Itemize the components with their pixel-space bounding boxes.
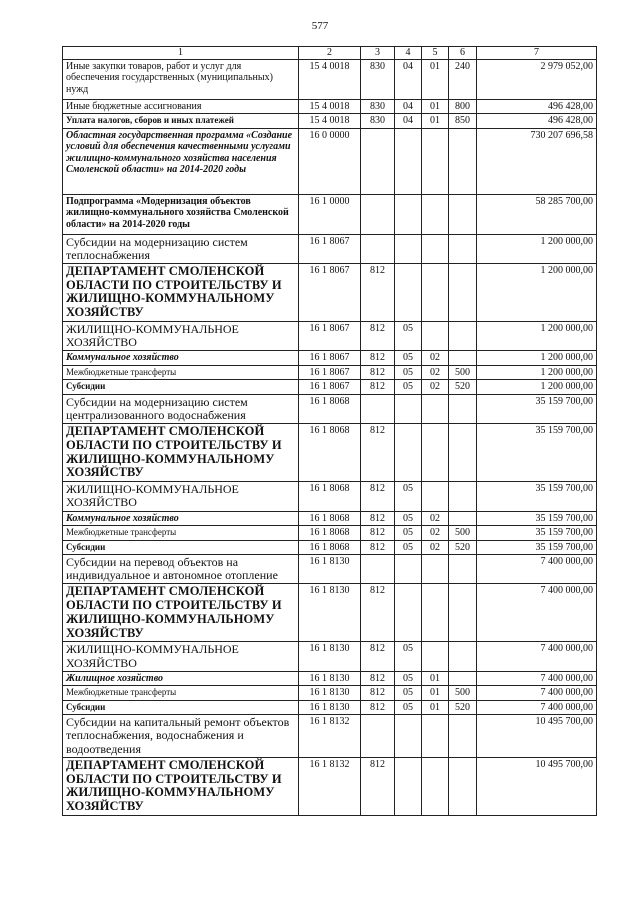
row-code: 16 1 8068 bbox=[299, 540, 361, 555]
row-rz: 05 bbox=[395, 482, 422, 511]
row-ved: 812 bbox=[361, 511, 395, 526]
row-pr: 01 bbox=[422, 59, 449, 99]
header-col-5: 5 bbox=[422, 47, 449, 60]
row-rz bbox=[395, 584, 422, 642]
row-pr bbox=[422, 555, 449, 584]
row-amount: 10 495 700,00 bbox=[477, 715, 597, 758]
row-name: Субсидии на модернизацию систем централизованного водоснабжения bbox=[63, 394, 299, 423]
row-ved: 812 bbox=[361, 686, 395, 701]
row-ved: 812 bbox=[361, 584, 395, 642]
row-rz: 05 bbox=[395, 351, 422, 366]
row-ved: 812 bbox=[361, 482, 395, 511]
row-ved: 812 bbox=[361, 671, 395, 686]
table-row bbox=[63, 642, 597, 671]
row-name: Субсидии bbox=[63, 700, 299, 715]
row-rz: 04 bbox=[395, 114, 422, 129]
row-rz: 05 bbox=[395, 671, 422, 686]
row-code: 16 1 8068 bbox=[299, 511, 361, 526]
row-rz: 05 bbox=[395, 365, 422, 380]
row-vr: 500 bbox=[449, 365, 477, 380]
row-pr: 02 bbox=[422, 540, 449, 555]
table-row bbox=[63, 99, 597, 114]
row-pr bbox=[422, 394, 449, 423]
table-row bbox=[63, 671, 597, 686]
table-row bbox=[63, 555, 597, 584]
row-ved bbox=[361, 715, 395, 758]
row-amount: 7 400 000,00 bbox=[477, 700, 597, 715]
row-rz: 05 bbox=[395, 321, 422, 350]
header-col-4: 4 bbox=[395, 47, 422, 60]
row-pr bbox=[422, 482, 449, 511]
row-code: 16 1 8130 bbox=[299, 671, 361, 686]
table-row bbox=[63, 540, 597, 555]
row-name: Межбюджетные трансферты bbox=[63, 526, 299, 541]
row-name: ДЕПАРТАМЕНТ СМОЛЕНСКОЙ ОБЛАСТИ ПО СТРОИТЕЛЬСТВУ И ЖИЛИЩНО-КОММУНАЛЬНОМУ ХОЗЯЙСТВУ bbox=[63, 263, 299, 321]
row-amount: 496 428,00 bbox=[477, 99, 597, 114]
row-code: 15 4 0018 bbox=[299, 59, 361, 99]
row-pr: 01 bbox=[422, 671, 449, 686]
row-vr bbox=[449, 584, 477, 642]
row-name: Субсидии на капитальный ремонт объектов теплоснабжения, водоснабжения и водоотведения bbox=[63, 715, 299, 758]
row-pr: 02 bbox=[422, 351, 449, 366]
row-amount: 730 207 696,58 bbox=[477, 128, 597, 194]
row-pr bbox=[422, 584, 449, 642]
row-pr: 02 bbox=[422, 365, 449, 380]
row-amount: 496 428,00 bbox=[477, 114, 597, 129]
header-col-3: 3 bbox=[361, 47, 395, 60]
row-ved: 830 bbox=[361, 59, 395, 99]
row-name: Межбюджетные трансферты bbox=[63, 365, 299, 380]
table-header-row bbox=[63, 47, 597, 60]
table-row bbox=[63, 424, 597, 482]
row-rz: 05 bbox=[395, 526, 422, 541]
row-ved: 812 bbox=[361, 642, 395, 671]
row-name: Иные бюджетные ассигнования bbox=[63, 99, 299, 114]
budget-table bbox=[62, 46, 597, 816]
row-name: ДЕПАРТАМЕНТ СМОЛЕНСКОЙ ОБЛАСТИ ПО СТРОИТЕЛЬСТВУ И ЖИЛИЩНО-КОММУНАЛЬНОМУ ХОЗЯЙСТВУ bbox=[63, 424, 299, 482]
row-code: 16 1 8067 bbox=[299, 234, 361, 263]
row-rz: 05 bbox=[395, 540, 422, 555]
row-amount: 7 400 000,00 bbox=[477, 584, 597, 642]
row-vr: 500 bbox=[449, 686, 477, 701]
row-pr bbox=[422, 715, 449, 758]
row-name: Коммунальное хозяйство bbox=[63, 511, 299, 526]
row-vr bbox=[449, 263, 477, 321]
row-ved: 812 bbox=[361, 321, 395, 350]
row-vr bbox=[449, 321, 477, 350]
page-number: 577 bbox=[311, 20, 329, 32]
table-row bbox=[63, 686, 597, 701]
row-code: 16 1 8068 bbox=[299, 526, 361, 541]
row-rz bbox=[395, 128, 422, 194]
row-code: 16 1 0000 bbox=[299, 194, 361, 234]
row-code: 16 1 8130 bbox=[299, 584, 361, 642]
row-amount: 7 400 000,00 bbox=[477, 671, 597, 686]
row-amount: 35 159 700,00 bbox=[477, 482, 597, 511]
row-ved: 812 bbox=[361, 351, 395, 366]
row-rz: 05 bbox=[395, 511, 422, 526]
row-ved: 830 bbox=[361, 99, 395, 114]
table-row bbox=[63, 321, 597, 350]
table-row bbox=[63, 114, 597, 129]
table-row bbox=[63, 365, 597, 380]
row-vr: 500 bbox=[449, 526, 477, 541]
row-pr: 01 bbox=[422, 99, 449, 114]
row-rz bbox=[395, 194, 422, 234]
header-col-6: 6 bbox=[449, 47, 477, 60]
row-code: 15 4 0018 bbox=[299, 99, 361, 114]
row-ved bbox=[361, 394, 395, 423]
table-row bbox=[63, 715, 597, 758]
row-amount: 1 200 000,00 bbox=[477, 380, 597, 395]
row-name: ЖИЛИЩНО-КОММУНАЛЬНОЕ ХОЗЯЙСТВО bbox=[63, 642, 299, 671]
row-ved: 812 bbox=[361, 365, 395, 380]
row-pr: 01 bbox=[422, 114, 449, 129]
row-vr bbox=[449, 715, 477, 758]
row-name: Уплата налогов, сборов и иных платежей bbox=[63, 114, 299, 129]
row-pr: 02 bbox=[422, 380, 449, 395]
row-vr bbox=[449, 671, 477, 686]
row-code: 16 1 8067 bbox=[299, 351, 361, 366]
row-rz bbox=[395, 715, 422, 758]
row-code: 16 1 8130 bbox=[299, 555, 361, 584]
row-rz: 05 bbox=[395, 380, 422, 395]
row-amount: 1 200 000,00 bbox=[477, 365, 597, 380]
row-amount: 35 159 700,00 bbox=[477, 540, 597, 555]
row-ved: 812 bbox=[361, 263, 395, 321]
row-rz bbox=[395, 555, 422, 584]
row-ved: 812 bbox=[361, 757, 395, 815]
row-name: ЖИЛИЩНО-КОММУНАЛЬНОЕ ХОЗЯЙСТВО bbox=[63, 482, 299, 511]
row-ved bbox=[361, 194, 395, 234]
row-vr bbox=[449, 234, 477, 263]
row-pr: 01 bbox=[422, 686, 449, 701]
row-name: Иные закупки товаров, работ и услуг для обеспечения государственных (муниципальных) нужд bbox=[63, 59, 299, 99]
row-vr bbox=[449, 642, 477, 671]
row-name: Межбюджетные трансферты bbox=[63, 686, 299, 701]
row-code: 16 0 0000 bbox=[299, 128, 361, 194]
row-vr bbox=[449, 351, 477, 366]
row-pr: 01 bbox=[422, 700, 449, 715]
row-vr bbox=[449, 511, 477, 526]
row-vr: 850 bbox=[449, 114, 477, 129]
row-amount: 7 400 000,00 bbox=[477, 686, 597, 701]
row-pr: 02 bbox=[422, 511, 449, 526]
row-amount: 2 979 052,00 bbox=[477, 59, 597, 99]
row-vr: 520 bbox=[449, 380, 477, 395]
row-ved: 812 bbox=[361, 380, 395, 395]
table-row bbox=[63, 59, 597, 99]
table-row bbox=[63, 584, 597, 642]
row-amount: 10 495 700,00 bbox=[477, 757, 597, 815]
table-row bbox=[63, 380, 597, 395]
row-vr bbox=[449, 394, 477, 423]
row-ved bbox=[361, 555, 395, 584]
row-ved: 812 bbox=[361, 700, 395, 715]
row-name: Субсидии на модернизацию систем теплоснабжения bbox=[63, 234, 299, 263]
row-rz: 04 bbox=[395, 59, 422, 99]
row-code: 15 4 0018 bbox=[299, 114, 361, 129]
row-pr bbox=[422, 234, 449, 263]
row-amount: 35 159 700,00 bbox=[477, 511, 597, 526]
row-vr bbox=[449, 555, 477, 584]
table-row bbox=[63, 263, 597, 321]
table-row bbox=[63, 511, 597, 526]
row-vr bbox=[449, 194, 477, 234]
row-rz bbox=[395, 394, 422, 423]
row-rz bbox=[395, 424, 422, 482]
row-rz: 04 bbox=[395, 99, 422, 114]
row-code: 16 1 8067 bbox=[299, 263, 361, 321]
table-row bbox=[63, 482, 597, 511]
table-row bbox=[63, 700, 597, 715]
row-ved bbox=[361, 128, 395, 194]
row-code: 16 1 8067 bbox=[299, 321, 361, 350]
row-rz: 05 bbox=[395, 700, 422, 715]
row-code: 16 1 8067 bbox=[299, 380, 361, 395]
row-vr: 240 bbox=[449, 59, 477, 99]
row-name: ЖИЛИЩНО-КОММУНАЛЬНОЕ ХОЗЯЙСТВО bbox=[63, 321, 299, 350]
row-name: Субсидии на перевод объектов на индивидуальное и автономное отопление bbox=[63, 555, 299, 584]
row-name: Областная государственная программа «Создание условий для обеспечения качественными услугами жилищно-коммунального хозяйства населения Смоленской области» на 2014-2020 годы bbox=[63, 128, 299, 194]
row-code: 16 1 8132 bbox=[299, 715, 361, 758]
row-amount: 1 200 000,00 bbox=[477, 263, 597, 321]
row-pr bbox=[422, 424, 449, 482]
row-ved: 830 bbox=[361, 114, 395, 129]
row-amount: 1 200 000,00 bbox=[477, 321, 597, 350]
row-code: 16 1 8068 bbox=[299, 394, 361, 423]
table-row bbox=[63, 394, 597, 423]
row-code: 16 1 8068 bbox=[299, 482, 361, 511]
row-pr bbox=[422, 321, 449, 350]
row-ved: 812 bbox=[361, 424, 395, 482]
table-row bbox=[63, 128, 597, 194]
row-ved: 812 bbox=[361, 526, 395, 541]
row-rz bbox=[395, 757, 422, 815]
row-name: Жилищное хозяйство bbox=[63, 671, 299, 686]
row-vr bbox=[449, 482, 477, 511]
row-vr: 520 bbox=[449, 540, 477, 555]
row-name: Субсидии bbox=[63, 540, 299, 555]
row-amount: 58 285 700,00 bbox=[477, 194, 597, 234]
row-pr bbox=[422, 642, 449, 671]
row-vr: 520 bbox=[449, 700, 477, 715]
row-code: 16 1 8130 bbox=[299, 686, 361, 701]
row-name: Подпрограмма «Модернизация объектов жилищно-коммунального хозяйства Смоленской области» на 2014-2020 годы bbox=[63, 194, 299, 234]
row-pr bbox=[422, 194, 449, 234]
row-amount: 35 159 700,00 bbox=[477, 394, 597, 423]
header-col-1: 1 bbox=[63, 47, 299, 60]
row-pr bbox=[422, 263, 449, 321]
row-pr bbox=[422, 128, 449, 194]
header-col-7: 7 bbox=[477, 47, 597, 60]
row-code: 16 1 8132 bbox=[299, 757, 361, 815]
row-name: ДЕПАРТАМЕНТ СМОЛЕНСКОЙ ОБЛАСТИ ПО СТРОИТЕЛЬСТВУ И ЖИЛИЩНО-КОММУНАЛЬНОМУ ХОЗЯЙСТВУ bbox=[63, 584, 299, 642]
table-row bbox=[63, 526, 597, 541]
row-vr bbox=[449, 757, 477, 815]
row-vr: 800 bbox=[449, 99, 477, 114]
row-rz: 05 bbox=[395, 642, 422, 671]
table-row bbox=[63, 234, 597, 263]
row-amount: 1 200 000,00 bbox=[477, 234, 597, 263]
row-amount: 35 159 700,00 bbox=[477, 424, 597, 482]
table-row bbox=[63, 757, 597, 815]
row-amount: 35 159 700,00 bbox=[477, 526, 597, 541]
row-amount: 1 200 000,00 bbox=[477, 351, 597, 366]
row-name: Субсидии bbox=[63, 380, 299, 395]
row-amount: 7 400 000,00 bbox=[477, 555, 597, 584]
row-ved bbox=[361, 234, 395, 263]
row-amount: 7 400 000,00 bbox=[477, 642, 597, 671]
row-code: 16 1 8068 bbox=[299, 424, 361, 482]
row-rz bbox=[395, 263, 422, 321]
row-ved: 812 bbox=[361, 540, 395, 555]
row-rz bbox=[395, 234, 422, 263]
row-name: Коммунальное хозяйство bbox=[63, 351, 299, 366]
header-col-2: 2 bbox=[299, 47, 361, 60]
row-vr bbox=[449, 424, 477, 482]
row-pr: 02 bbox=[422, 526, 449, 541]
row-code: 16 1 8067 bbox=[299, 365, 361, 380]
row-rz: 05 bbox=[395, 686, 422, 701]
row-code: 16 1 8130 bbox=[299, 700, 361, 715]
row-vr bbox=[449, 128, 477, 194]
table-row bbox=[63, 351, 597, 366]
table-row bbox=[63, 194, 597, 234]
row-code: 16 1 8130 bbox=[299, 642, 361, 671]
row-name: ДЕПАРТАМЕНТ СМОЛЕНСКОЙ ОБЛАСТИ ПО СТРОИТЕЛЬСТВУ И ЖИЛИЩНО-КОММУНАЛЬНОМУ ХОЗЯЙСТВУ bbox=[63, 757, 299, 815]
row-pr bbox=[422, 757, 449, 815]
